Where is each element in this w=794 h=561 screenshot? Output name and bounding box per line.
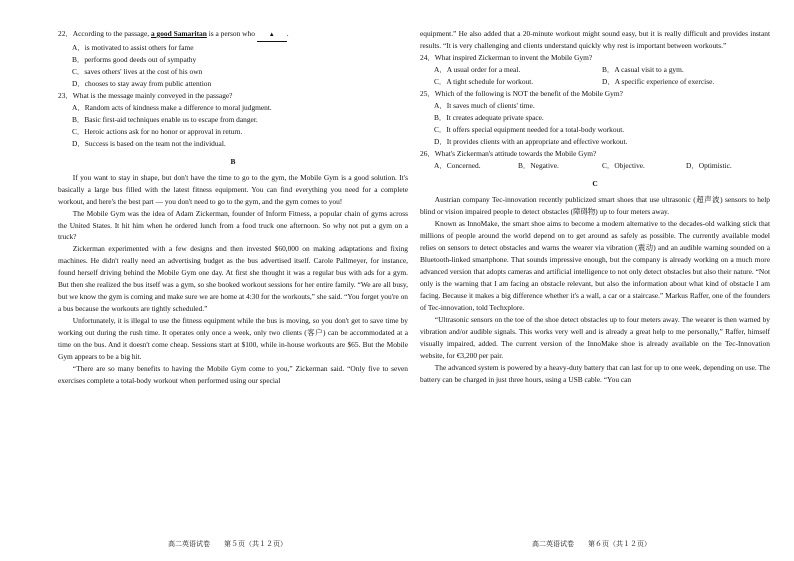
option: A．Random acts of kindness make a difference to moral judgment.: [72, 102, 272, 112]
page-footer-left: 高二英语试卷 第５页（共１２页）: [168, 540, 287, 548]
option: C．saves others' lives at the cost of his own: [72, 66, 203, 76]
question-23: 23．What is the message mainly conveyed in the passage?: [58, 90, 233, 100]
section-heading-c: C: [592, 178, 598, 188]
option: C．It offers special equipment needed for a total-body workout.: [434, 124, 625, 134]
question-22-stem: 22．According to the passage,: [58, 29, 150, 38]
page-footer-right: 高二英语试卷 第６页（共１２页）: [532, 540, 651, 548]
option: B．Basic first-aid techniques enable us to escape from danger.: [72, 114, 258, 124]
option: C．A tight schedule for workout.: [434, 76, 534, 86]
option: D．A specific experience of exercise.: [602, 76, 715, 86]
option: B．performs good deeds out of sympathy: [72, 54, 197, 64]
option: A．It saves much of clients' time.: [434, 100, 535, 110]
option: D．chooses to stay away from public attention: [72, 78, 212, 88]
question-22-term: a good Samaritan: [151, 29, 207, 38]
paragraph: If you want to stay in shape, but don't have the time to go to the gym, the Mobile Gym is a good solution. It's basically a large bus filled with the latest fitness equipment. You can find everything you need for a complete workout, and here's the best part — you don't need to go to the gym, and the gym comes to you!: [58, 172, 408, 206]
paragraph: Unfortunately, it is illegal to use the fitness equipment while the bus is moving, so you don't get to save time by working out during the rush time. It operates only once a week, only two clients (客户) can be accommodated at a time on the bus. And it doesn't come cheap. Sessions start at $100, while in-house workouts are $65. But the Mobile Gym appears to be a big hit.: [58, 316, 408, 362]
question-26: 26．What's Zickerman's attitude towards the Mobile Gym?: [420, 148, 597, 158]
option: B．A casual visit to a gym.: [602, 64, 684, 74]
option: B．Negative.: [518, 160, 559, 170]
option: C．Objective.: [602, 160, 645, 170]
paragraph: “There are so many benefits to having the Mobile Gym come to you,” Zickerman said. “Only five to seven exercises complete a total-body workout when performed using our special: [58, 364, 408, 386]
option: A．Concerned.: [434, 160, 481, 170]
option: A．A usual order for a meal.: [434, 64, 521, 74]
question-25: 25．Which of the following is NOT the benefit of the Mobile Gym?: [420, 88, 623, 98]
option: D．Optimistic.: [686, 160, 732, 170]
option-row: [420, 160, 770, 172]
option: D．It provides clients with an appropriate and effective workout.: [434, 136, 628, 146]
paragraph: “Ultrasonic sensors on the toe of the shoe detect obstacles up to four meters away. The wearer is then warned by vibration and/or audible signals. This works very well and is already a great help to me personally,” Raffer, himself visually impaired, added. The current version of the InnoMake shoe is already available on the Tec-Innovation website, for €3,200 per pair.: [420, 314, 770, 360]
option-row: [420, 64, 770, 76]
right-page: [420, 28, 770, 386]
option-row: [420, 76, 770, 88]
question-24: 24．What inspired Zickerman to invent the Mobile Gym?: [420, 52, 593, 62]
answer-blank: ▲: [257, 31, 287, 42]
paragraph: Austrian company Tec-innovation recently publicized smart shoes that use ultrasonic (超声波) sensors to help blind or vision impaired people to detect obstacles (障碍物) up to four meters away.: [420, 194, 770, 216]
paragraph: equipment.” He also added that a 20-minute workout might sound easy, but it is really difficult and provides instant results. “It is very challenging and clients understand quickly why rest is important between workouts.”: [420, 29, 770, 50]
section-heading-b: B: [230, 156, 236, 166]
paragraph: Zickerman experimented with a few designs and then invested $60,000 on making adaptations and fixing machines. He didn't really need an advertising budget as the bus advertised itself. Carole Pallmeyer, for instance, found herself driving behind the Mobile Gym one day. At first she thought it was a regular bus with ads for a gym. But then she realized the bus itself was a gym, so she booked workout sessions for her entire family. “We are all busy, but we know the gym is coming and make sure we are home at 4:30 for the workouts,” she said. “You forget you're on a bus because the workouts are tightly scheduled.”: [58, 244, 408, 314]
paragraph: Known as InnoMake, the smart shoe aims to become a modern alternative to the decades-old walking stick that millions of people around the world depend on to get around as safely as possible. The currently available model relies on sensors to detect obstacles and warns the wearer via vibration (震动) and an audible warning sounded on a Bluetooth-linked smartphone. That sounds impressive enough, but the company is already working on a much more advanced version that adopts cameras and artificial intelligence to not only detect obstacles but also their nature. “Not only is the warning that I am facing an obstacle relevant, but also the information about what kind of obstacle I am facing. Because it makes a big difference whether it's a wall, a car or a staircase.” Markus Raffer, one of the founders of Tec-innovation, told Techxplore.: [420, 218, 770, 312]
option: B．It creates adequate private space.: [434, 112, 544, 122]
left-page: [58, 28, 408, 387]
question-22: 22．According to the passage, a good Samaritan is a person who ▲ .: [58, 28, 408, 42]
paragraph: The advanced system is powered by a heavy-duty battery that can last for up to one week, depending on use. The battery can be charged in just three hours, using a USB cable. “You can: [420, 362, 770, 384]
option: A．is motivated to assist others for fame: [72, 42, 194, 52]
question-22-stem-end: is a person who: [208, 29, 255, 38]
option: C．Heroic actions ask for no honor or approval in return.: [72, 126, 243, 136]
option: D．Success is based on the team not the individual.: [72, 138, 226, 148]
paragraph: The Mobile Gym was the idea of Adam Zickerman, founder of Inform Fitness, a popular chain of gyms across the United States. It hit him when he ordered lunch from a food truck one afternoon. So why not put a gym on a truck?: [58, 208, 408, 242]
